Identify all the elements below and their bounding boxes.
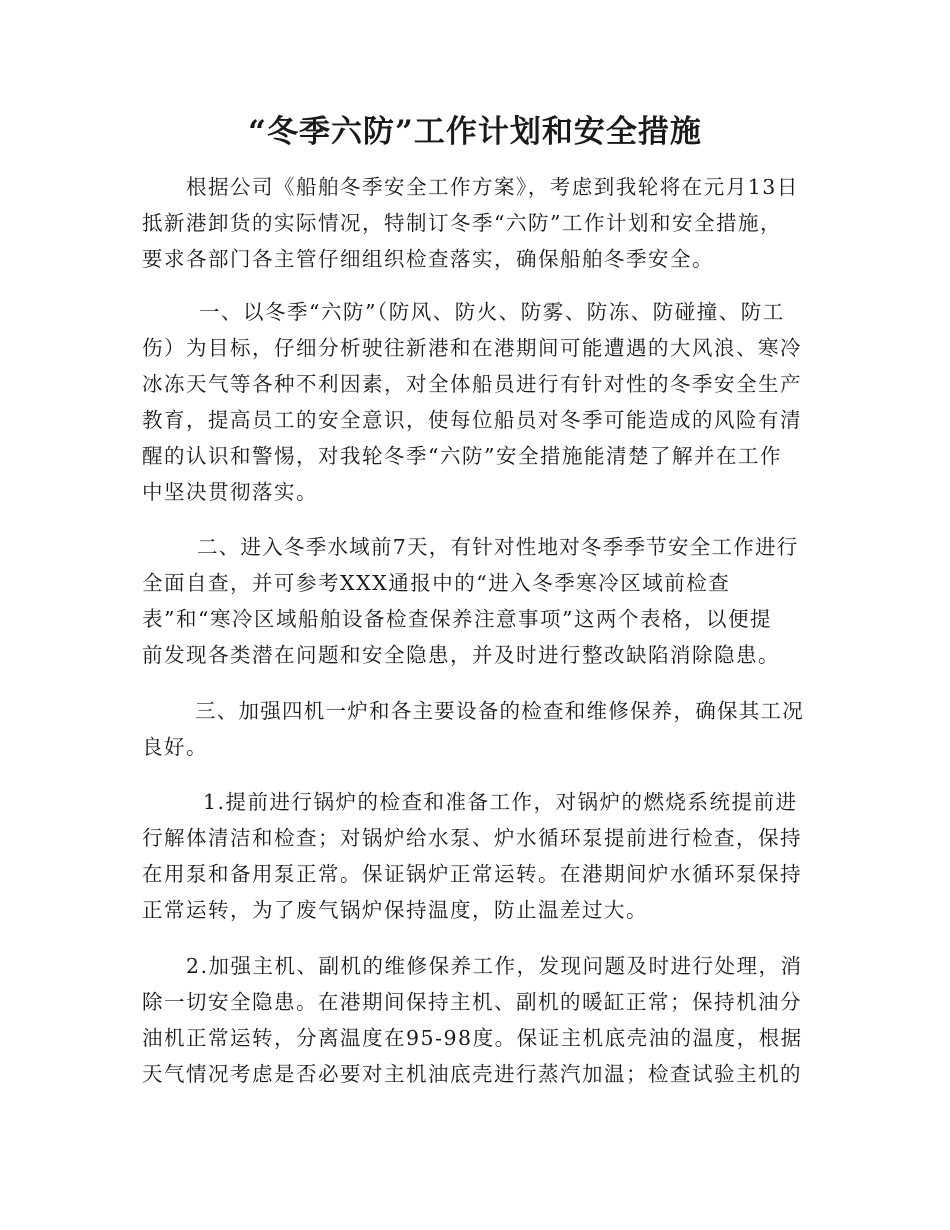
- paragraph-3-line-4: 前发现各类潜在问题和安全隐患，并及时进行整改缺陷消除隐患。: [142, 643, 780, 667]
- paragraph-1-line-2: 抵新港卸货的实际情况，特制订冬季“六防”工作计划和安全措施，: [142, 211, 782, 235]
- paragraph-5-line-1: 1.提前进行锅炉的检查和准备工作，对锅炉的燃烧系统提前进: [203, 790, 798, 814]
- paragraph-6-line-2: 除一切安全隐患。在港期间保持主机、副机的暖缸正常；保持机油分: [142, 990, 802, 1014]
- paragraph-3-line-2: 全面自查，并可参考XXX通报中的“进入冬季寒冷区域前检查: [142, 571, 731, 595]
- paragraph-2-line-3: 冰冻天气等各种不利因素，对全体船员进行有针对性的冬季安全生产: [142, 372, 802, 396]
- paragraph-4-line-1: 三、加强四机一炉和各主要设备的检查和维修保养，确保其工况: [195, 699, 804, 723]
- paragraph-6-line-4: 天气情况考虑是否必要对主机油底壳进行蒸汽加温；检查试验主机的: [142, 1062, 802, 1086]
- paragraph-5-line-4: 正常运转，为了废气锅炉保持温度，防止温差过大。: [142, 898, 648, 922]
- paragraph-3-line-1: 二、进入冬季水域前7天，有针对性地对冬季季节安全工作进行: [197, 535, 799, 559]
- paragraph-6-line-3: 油机正常运转，分离温度在95-98度。保证主机底壳油的温度，根据: [142, 1026, 803, 1050]
- paragraph-2-line-4: 教育，提高员工的安全意识，使每位船员对冬季可能造成的风险有清: [142, 408, 802, 432]
- paragraph-2-line-5: 醒的认识和警惕，对我轮冬季“六防”安全措施能清楚了解并在工作: [142, 444, 782, 468]
- document-title: “冬季六防”工作计划和安全措施: [248, 114, 702, 150]
- paragraph-2-line-2: 伤）为目标，仔细分析驶往新港和在港期间可能遭遇的大风浪、寒冷: [142, 336, 802, 360]
- paragraph-6-line-1: 2.加强主机、副机的维修保养工作，发现问题及时进行处理，消: [186, 954, 803, 978]
- paragraph-4-line-2: 良好。: [142, 735, 208, 759]
- paragraph-5-line-2: 行解体清洁和检查；对锅炉给水泵、炉水循环泵提前进行检查，保持: [142, 826, 802, 850]
- paragraph-1-line-1: 根据公司《船舶冬季安全工作方案》，考虑到我轮将在元月13日: [186, 175, 799, 199]
- paragraph-3-line-3: 表”和“寒冷区域船舶设备检查保养注意事项”这两个表格，以便提: [142, 607, 772, 631]
- paragraph-1-line-3: 要求各部门各主管仔细组织检查落实，确保船舶冬季安全。: [142, 247, 714, 271]
- paragraph-2-line-6: 中坚决贯彻落实。: [142, 480, 318, 504]
- paragraph-5-line-3: 在用泵和备用泵正常。保证锅炉正常运转。在港期间炉水循环泵保持: [142, 862, 802, 886]
- paragraph-2-line-1: 一、以冬季“六防”（防风、防火、防雾、防冻、防碰撞、防工: [199, 300, 785, 324]
